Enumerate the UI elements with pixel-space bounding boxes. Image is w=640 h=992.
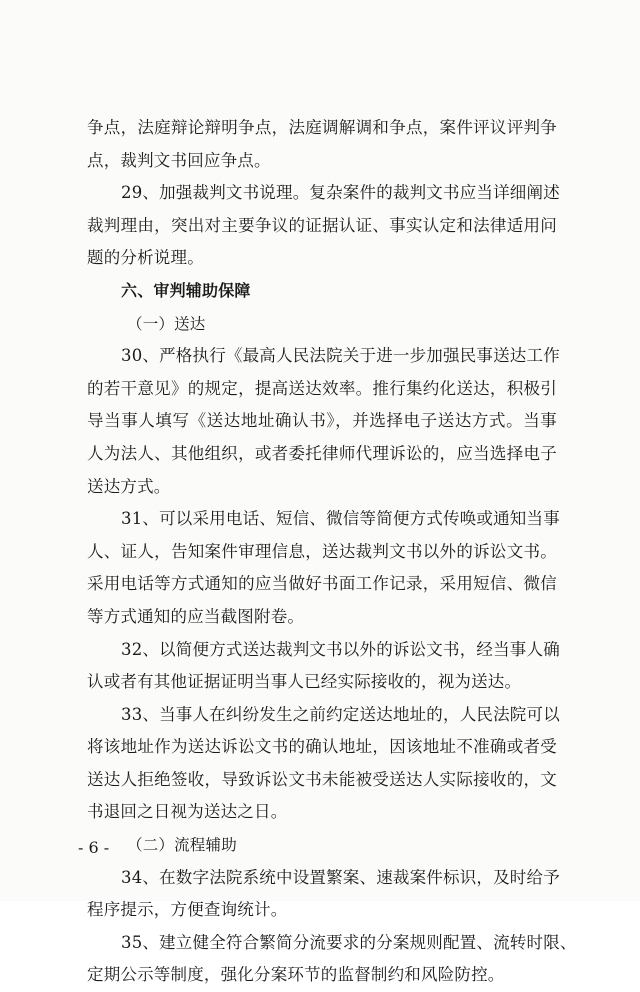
page-number: - 6 -	[78, 838, 110, 857]
text-line: 争点，法庭辩论辩明争点，法庭调解调和争点，案件评议评判争	[87, 118, 557, 137]
text-line: 点，裁判文书回应争点。	[87, 150, 271, 170]
text-line: 题的分析说理。	[87, 248, 204, 268]
text-line: 33、当事人在纠纷发生之前约定送达地址的，人民法院可以	[121, 704, 560, 724]
text-line: 采用电话等方式通知的应当做好书面工作记录，采用短信、微信	[87, 574, 557, 594]
subsection-heading: （一）送达	[127, 314, 206, 333]
section-heading: 六、审判辅助保障	[121, 280, 251, 300]
text-line: 送达人拒绝签收，导致诉讼文书未能被受送达人实际接收的，文	[87, 769, 557, 789]
text-line: 35、建立健全符合繁简分流要求的分案规则配置、流转时限、	[121, 932, 577, 952]
text-line: 29、加强裁判文书说理。复杂案件的裁判文书应当详细阐述	[121, 183, 560, 203]
text-line: 导当事人填写《送达地址确认书》，并选择电子送达方式。当事	[87, 411, 557, 431]
text-line: 送达方式。	[87, 476, 171, 496]
text-line: 裁判理由，突出对主要争议的证据认证、事实认定和法律适用问	[87, 215, 557, 235]
text-line: 32、以简便方式送达裁判文书以外的诉讼文书，经当事人确	[121, 639, 560, 659]
document-body	[87, 112, 577, 992]
text-line: 31、可以采用电话、短信、微信等简便方式传唤或通知当事	[121, 509, 560, 529]
text-line: 30、严格执行《最高人民法院关于进一步加强民事送达工作	[121, 346, 560, 366]
text-line: 定期公示等制度，强化分案环节的监督制约和风险防控。	[87, 965, 505, 985]
text-line: 等方式通知的应当截图附卷。	[87, 606, 305, 626]
text-line: 34、在数字法院系统中设置繁案、速裁案件标识，及时给予	[121, 867, 560, 887]
text-line: 的若干意见》的规定，提高送达效率。推行集约化送达，积极引	[87, 378, 557, 398]
text-line: 人、证人，告知案件审理信息，送达裁判文书以外的诉讼文书。	[87, 541, 557, 561]
text-line: 将该地址作为送达诉讼文书的确认地址，因该地址不准确或者受	[87, 737, 557, 757]
text-line: 人为法人、其他组织，或者委托律师代理诉讼的，应当选择电子	[87, 443, 557, 463]
text-line: 程序提示，方便查询统计。	[87, 900, 288, 920]
subsection-heading: （二）流程辅助	[127, 836, 237, 855]
text-line: 书退回之日视为送达之日。	[87, 802, 288, 822]
text-line: 认或者有其他证据证明当事人已经实际接收的，视为送达。	[87, 672, 522, 692]
